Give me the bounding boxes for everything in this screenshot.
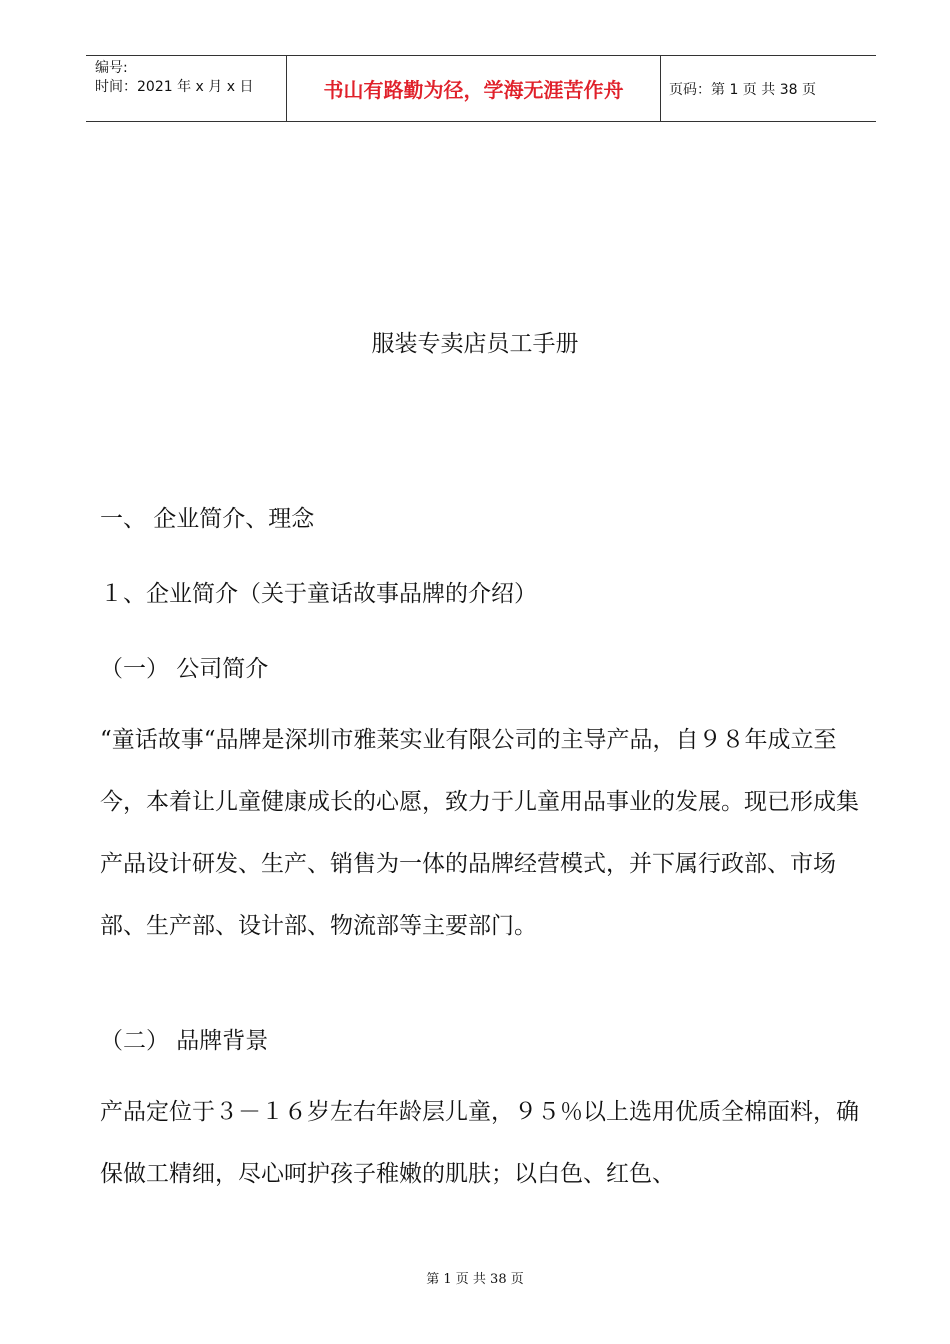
header-motto: 书山有路勤为径，学海无涯苦作舟 (287, 56, 661, 121)
header-meta (86, 56, 287, 121)
document-number-label: 编号: (95, 60, 128, 76)
subsection-brand-background: （二） 品牌背景 (100, 1028, 269, 1054)
section-heading-1: 一、 企业简介、理念 (100, 506, 315, 532)
document-time: 时间：2021 年 x 月 x 日 (95, 79, 254, 95)
subsection-company-intro: （一） 公司简介 (100, 656, 269, 682)
page-header (86, 55, 876, 122)
page-footer: 第 1 页 共 38 页 (426, 1272, 524, 1287)
header-page-info: 页码：第 1 页 共 38 页 (669, 81, 816, 98)
document-title: 服装专卖店员工手册 (371, 331, 579, 357)
paragraph-brand-background: 产品定位于３－１６岁左右年龄层儿童，９５％以上选用优质全棉面料，确保做工精细，尽心呵护孩子稚嫩的肌肤；以白色、红色、 (100, 1099, 859, 1187)
paragraph-company-intro: “童话故事“品牌是深圳市雅莱实业有限公司的主导产品，自９８年成立至今，本着让儿童健康成长的心愿，致力于儿童用品事业的发展。现已形成集产品设计研发、生产、销售为一体的品牌经营模式，并下属行政部、市场部、生产部、设计部、物流部等主要部门。 (100, 727, 859, 939)
section-heading-1-1: １、企业简介（关于童话故事品牌的介绍） (100, 581, 537, 607)
